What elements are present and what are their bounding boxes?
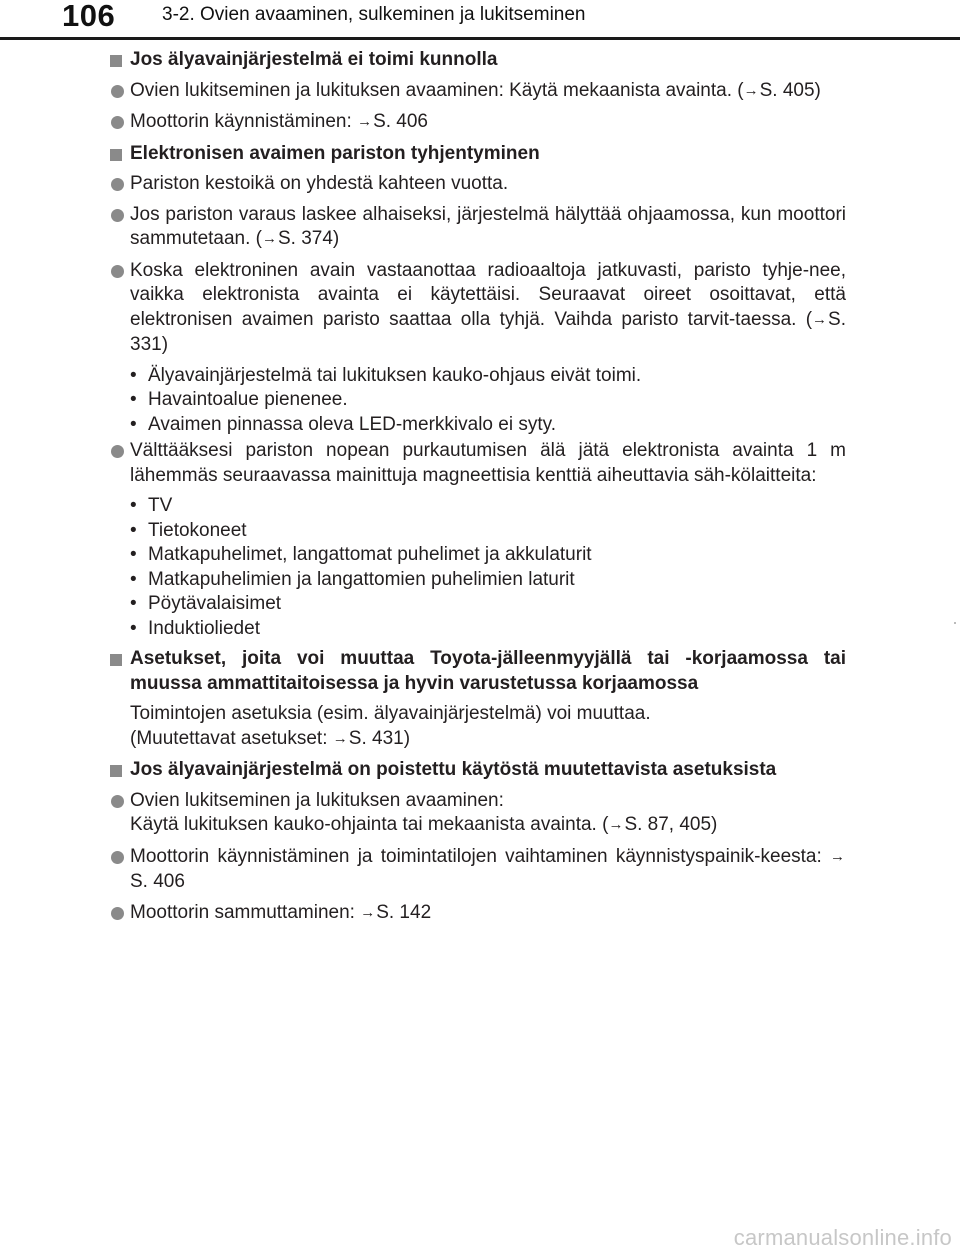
bullet-battery-life: Pariston kestoikä on yhdestä kahteen vuotta.	[110, 172, 846, 197]
circle-bullet-icon	[111, 116, 124, 129]
page-reference: S. 331)	[130, 308, 846, 355]
arrow-right-icon: →	[830, 847, 845, 865]
bullet-disabled-engine-start: Moottorin käynnistäminen ja toimintatilojen vaihtaminen käynnistyspainik-keesta: →S. 406	[110, 845, 846, 895]
circle-bullet-icon	[111, 445, 124, 458]
square-bullet-icon	[110, 55, 122, 67]
list-item: • Avaimen pinnassa oleva LED-merkkivalo ei syty.	[130, 413, 846, 438]
circle-bullet-icon	[111, 851, 124, 864]
section-title: 3-2. Ovien avaaminen, sulkeminen ja lukitseminen	[162, 4, 586, 25]
arrow-right-icon: →	[357, 113, 373, 130]
page-reference: S. 406	[373, 111, 428, 132]
bullet-engine-start: Moottorin käynnistäminen: →S. 406	[110, 110, 846, 136]
page-header	[0, 0, 960, 46]
circle-bullet-icon	[111, 178, 124, 191]
list-item: • Induktioliedet	[130, 617, 846, 642]
bullet-disabled-lock-unlock: Ovien lukitseminen ja lukituksen avaaminen: Käytä lukituksen kauko-ohjainta tai mekaanista avainta. (→S. 87, 405)	[110, 789, 846, 839]
bullet-radio-waves: Koska elektroninen avain vastaanottaa radioaaltoja jatkuvasti, paristo tyhje-nee, vaikka elektronista avainta ei käytettäisi. Seuraavat oireet osoittavat, että elektronisen avaimen paristo saattaa olla tyhjä. Vaihda paristo tarvit-taessa. (→S. 331)	[110, 259, 846, 358]
arrow-right-icon: →	[743, 81, 759, 99]
bullet-battery-warning: Jos pariston varaus laskee alhaiseksi, järjestelmä hälyttää ohjaamossa, kun moottori sammutetaan. (→S. 374)	[110, 203, 846, 253]
circle-bullet-icon	[111, 265, 124, 278]
arrow-right-icon: →	[608, 816, 624, 833]
settings-paragraph: Toimintojen asetuksia (esim. älyavainjärjestelmä) voi muuttaa. (Muutettavat asetukset: →S. 431)	[110, 702, 846, 752]
page-reference: S. 431)	[348, 727, 411, 749]
list-item: • Älyavainjärjestelmä tai lukituksen kauko-ohjaus eivät toimi.	[130, 364, 846, 389]
arrow-right-icon: →	[812, 310, 828, 328]
list-item: • Pöytävalaisimet	[130, 592, 846, 617]
list-item: • Tietokoneet	[130, 519, 846, 544]
device-list	[110, 494, 846, 641]
list-item: • Matkapuhelimet, langattomat puhelimet ja akkulaturit	[130, 543, 846, 568]
page-reference: S. 87, 405)	[624, 814, 718, 835]
circle-bullet-icon	[111, 795, 124, 808]
heading-smart-key-disabled: Jos älyavainjärjestelmä on poistettu käytöstä muutettavista asetuksista	[110, 758, 846, 783]
margin-mark	[954, 622, 956, 624]
arrow-right-icon: →	[360, 903, 376, 921]
list-item: • Havaintoalue pienenee.	[130, 388, 846, 413]
heading-dealer-settings: Asetukset, joita voi muuttaa Toyota-jälleenmyyjällä tai -korjaamossa tai muussa ammattitaitoisessa ja hyvin varustetussa korjaamossa	[110, 647, 846, 696]
circle-bullet-icon	[111, 907, 124, 920]
bullet-engine-stop: Moottorin sammuttaminen: →S. 142	[110, 901, 846, 927]
symptom-list	[110, 364, 846, 438]
heading-battery-depletion: Elektronisen avaimen pariston tyhjentyminen	[110, 142, 846, 167]
square-bullet-icon	[110, 654, 122, 666]
circle-bullet-icon	[111, 85, 124, 98]
header-rule	[0, 37, 960, 40]
list-item: • Matkapuhelimien ja langattomien puhelimien laturit	[130, 568, 846, 593]
arrow-right-icon: →	[262, 230, 277, 247]
watermark: carmanualsonline.info	[733, 1225, 952, 1250]
page-reference: S. 405)	[759, 79, 821, 101]
square-bullet-icon	[110, 765, 122, 777]
page-reference: S. 374)	[278, 228, 340, 249]
page-content	[110, 48, 846, 926]
page-reference: S. 406	[130, 871, 185, 892]
page-reference: S. 142	[376, 901, 432, 923]
bullet-magnetic-fields: Välttääksesi pariston nopean purkautumisen älä jätä elektronista avainta 1 m lähemmäs seuraavassa mainittuja magneettisia kenttiä aiheuttavia säh-kölaitteita:	[110, 439, 846, 488]
square-bullet-icon	[110, 149, 122, 161]
arrow-right-icon: →	[332, 729, 348, 747]
bullet-lock-unlock: Ovien lukitseminen ja lukituksen avaaminen: Käytä mekaanista avainta. (→S. 405)	[110, 79, 846, 105]
page-number: 106	[62, 0, 116, 33]
list-item: • TV	[130, 494, 846, 519]
circle-bullet-icon	[111, 209, 124, 222]
heading-smart-key-malfunction: Jos älyavainjärjestelmä ei toimi kunnolla	[110, 48, 846, 73]
